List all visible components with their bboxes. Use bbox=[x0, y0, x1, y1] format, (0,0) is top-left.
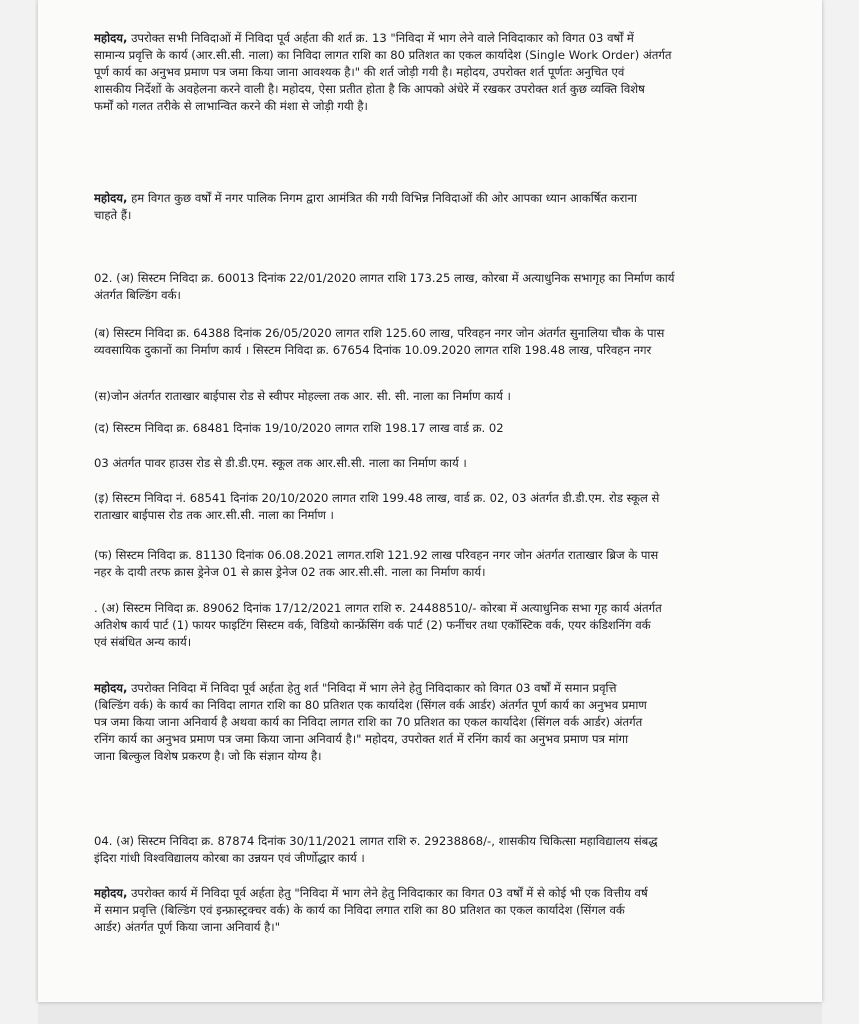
text-line: 02. (अ) सिस्टम निविदा क्र. 60013 दिनांक 22/01/2020 लागत राशि 173.25 लाख, कोरबा में अत्याधुनिक सभागृह का निर्माण कार्य bbox=[94, 271, 675, 285]
text-line: सामान्य प्रवृत्ति के कार्य (आर.सी.सी. नाला) का निविदा लागत राशि का 80 प्रतिशत का एकल कार्यादेश (Single Work Order) अंतर्गत bbox=[94, 48, 672, 62]
paragraph-12 bbox=[94, 833, 778, 867]
text-line: आर्डर) अंतर्गत पूर्ण किया जाना अनिवार्य है।" bbox=[94, 920, 281, 934]
paragraph-3 bbox=[94, 270, 778, 304]
text-line: राताखार बाईपास रोड तक आर.सी.सी. नाला का निर्माण । bbox=[94, 508, 334, 522]
text-line: अतिशेष कार्य पार्ट (1) फायर फाइटिंग सिस्टम वर्क, विडियो कान्फ्रेंसिंग वर्क पार्ट (2) फर्नीचर तथा एकॉस्टिक वर्क, एयर कंडिशनिंग वर्क bbox=[94, 618, 651, 632]
text-line: (फ) सिस्टम निविदा क्र. 81130 दिनांक 06.08.2021 लागत.राशि 121.92 लाख परिवहन नगर जोन अंतर्गत राताखार ब्रिज के पास bbox=[94, 548, 659, 562]
text-line: फर्मों को गलत तरीके से लाभान्वित करने की मंशा से जोड़ी गयी है। bbox=[94, 99, 368, 113]
left-margin bbox=[0, 0, 38, 1024]
paragraph-2 bbox=[94, 190, 778, 224]
text-line: (बिल्डिंग वर्क) के कार्य का निविदा लागत राशि का 80 प्रतिशत एक कार्यादेश (सिंगल वर्क आर्डर) अंतर्गत पूर्ण कार्य का अनुभव प्रमाण bbox=[94, 698, 647, 712]
text-line: 03 अंतर्गत पावर हाउस रोड से डी.डी.एम. स्कूल तक आर.सी.सी. नाला का निर्माण कार्य । bbox=[94, 456, 467, 470]
text-line: (इ) सिस्टम निविदा नं. 68541 दिनांक 20/10/2020 लागत राशि 199.48 लाख, वार्ड क्र. 02, 03 अंतर्गत डी.डी.एम. रोड स्कूल से bbox=[94, 491, 660, 505]
paragraph-1 bbox=[94, 30, 778, 115]
paragraph-9 bbox=[94, 547, 778, 581]
text-line: महोदय, उपरोक्त सभी निविदाओं में निविदा पूर्व अर्हता की शर्त क्र. 13 "निविदा में भाग लेने वाले निविदाकार को विगत 03 वर्षों में bbox=[94, 31, 634, 45]
right-margin bbox=[822, 0, 859, 1024]
paragraph-5 bbox=[94, 388, 778, 405]
text-line: पूर्ण कार्य का अनुभव प्रमाण पत्र जमा किया जाना आवश्यक है।" की शर्त जोड़ी गयी है। महोदय, उपरोक्त शर्त पूर्णतः अनुचित एवं bbox=[94, 65, 625, 79]
text-line: (स)जोन अंतर्गत राताखार बाईपास रोड से स्वीपर मोहल्ला तक आर. सी. सी. नाला का निर्माण कार्य । bbox=[94, 389, 511, 403]
text-line: इंदिरा गांधी विश्वविद्यालय कोरबा का उन्नयन एवं जीर्णोद्धार कार्य । bbox=[94, 851, 365, 865]
text-line: पत्र जमा किया जाना अनिवार्य है अथवा कार्य का निविदा लागत राशि का 70 प्रतिशत का एकल कार्यादेश (सिंगल वर्क आर्डर) अंतर्गत bbox=[94, 715, 643, 729]
paragraph-7 bbox=[94, 455, 778, 472]
paragraph-13 bbox=[94, 885, 778, 936]
text-line: नहर के दायी तरफ क्रास ड्रेनेज 01 से क्रास ड्रेनेज 02 तक आर.सी.सी. नाला का निर्माण कार्य। bbox=[94, 565, 486, 579]
salutation-label: महोदय, bbox=[94, 681, 128, 695]
text-line: (ब) सिस्टम निविदा क्र. 64388 दिनांक 26/05/2020 लागत राशि 125.60 लाख, परिवहन नगर जोन अंतर्गत सुनालिया चौक के पास bbox=[94, 326, 665, 340]
text-line: महोदय, उपरोक्त कार्य में निविदा पूर्व अर्हता हेतु "निविदा में भाग लेने हेतु निविदाकार का विगत 03 वर्षों में से कोई भी एक वित्तीय वर्ष bbox=[94, 886, 648, 900]
text-line: . (अ) सिस्टम निविदा क्र. 89062 दिनांक 17/12/2021 लागत राशि रु. 24488510/- कोरबा में अत्याधुनिक सभा गृह कार्य अंतर्गत bbox=[94, 601, 662, 615]
paragraph-10 bbox=[94, 600, 778, 651]
text-line: में समान प्रवृत्ति (बिल्डिंग एवं इन्फ्रास्ट्रक्चर वर्क) के कार्य का निविदा लगात राशि का 80 प्रतिशत का एकल कार्यादेश (सिंगल वर्क bbox=[94, 903, 625, 917]
text-line: जाना बिल्कुल विशेष प्रकरण है। जो कि संज्ञान योग्य है। bbox=[94, 749, 322, 763]
text-line: महोदय, उपरोक्त निविदा में निविदा पूर्व अर्हता हेतु शर्त "निविदा में भाग लेने हेतु निविदाकार को विगत 03 वर्षों में समान प्रवृत्ति bbox=[94, 681, 617, 695]
paragraph-8 bbox=[94, 490, 778, 524]
text-line: 04. (अ) सिस्टम निविदा क्र. 87874 दिनांक 30/11/2021 लागत राशि रु. 29238868/-, शासकीय चिकित्सा महाविद्यालय संबद्ध bbox=[94, 834, 658, 848]
text-line: रनिंग कार्य का अनुभव प्रमाण पत्र जमा किया जाना अनिवार्य है।" महोदय, उपरोक्त शर्त में रनिंग कार्य का अनुभव प्रमाण पत्र मांगा bbox=[94, 732, 629, 746]
text-line: शासकीय निर्देशों के अवहेलना करने वाली है। महोदय, ऐसा प्रतीत होता है कि आपको अंधेरे में रखकर उपरोक्त शर्त कुछ व्यक्ति विशेष bbox=[94, 82, 645, 96]
text-line: (द) सिस्टम निविदा क्र. 68481 दिनांक 19/10/2020 लागत राशि 198.17 लाख वार्ड क्र. 02 bbox=[94, 421, 504, 435]
text-line: व्यवसायिक दुकानों का निर्माण कार्य । सिस्टम निविदा क्र. 67654 दिनांक 10.09.2020 लागत राशि 198.48 लाख, परिवहन नगर bbox=[94, 343, 652, 357]
salutation-label: महोदय, bbox=[94, 886, 128, 900]
salutation-label: महोदय, bbox=[94, 31, 128, 45]
paragraph-6 bbox=[94, 420, 778, 437]
text-line: चाहते हैं। bbox=[94, 208, 132, 222]
text-line: अंतर्गत बिल्डिंग वर्क। bbox=[94, 288, 181, 302]
paragraph-11 bbox=[94, 680, 778, 765]
salutation-label: महोदय, bbox=[94, 191, 128, 205]
text-line: महोदय, हम विगत कुछ वर्षों में नगर पालिक निगम द्वारा आमंत्रित की गयी विभिन्न निविदाओं की ओर आपका ध्यान आकर्षित कराना bbox=[94, 191, 637, 205]
paragraph-4 bbox=[94, 325, 778, 359]
text-line: एवं संबंधित अन्य कार्य। bbox=[94, 635, 192, 649]
